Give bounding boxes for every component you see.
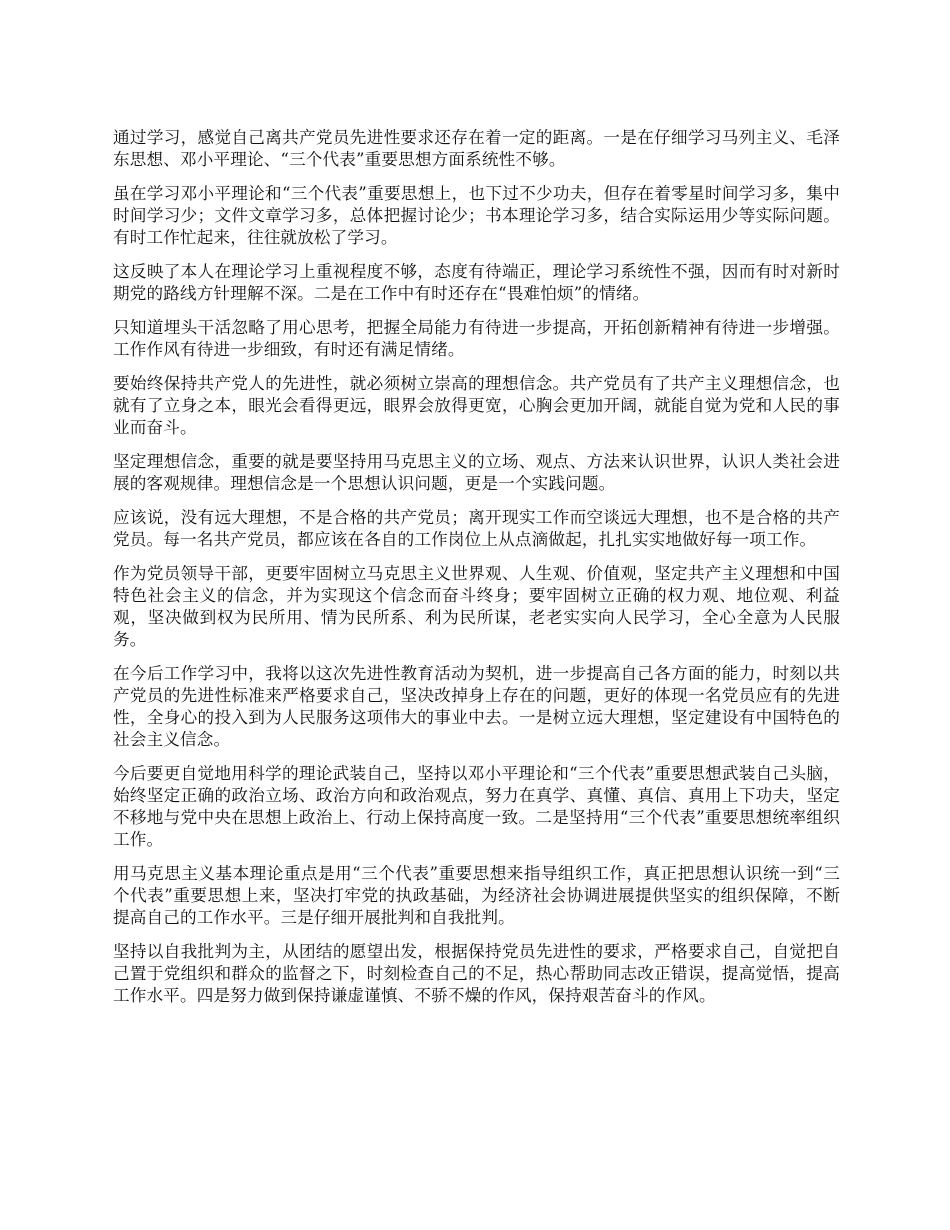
paragraph-3: 这反映了本人在理论学习上重视程度不够，态度有待端正，理论学习系统性不强，因而有时对新时期党的路线方针理解不深。二是在工作中有时还存在“畏难怕烦”的情绪。 (113, 262, 840, 303)
paragraph-6: 坚定理想信念，重要的就是要坚持用马克思主义的立场、观点、方法来认识世界，认识人类社会进展的客观规律。理想信念是一个思想认识问题，更是一个实践问题。 (113, 452, 840, 493)
paragraph-11: 用马克思主义基本理论重点是用“三个代表”重要思想来指导组织工作，真正把思想认识统一到“三个代表”重要思想上来，坚决打牢党的执政基础，为经济社会协调进展提供坚实的组织保障，不断提高自己的工作水平。三是仔细开展批判和自我批判。 (113, 864, 840, 927)
paragraph-1: 通过学习，感觉自己离共产党员先进性要求还存在着一定的距离。一是在仔细学习马列主义、毛泽东思想、邓小平理论、“三个代表”重要思想方面系统性不够。 (113, 128, 840, 169)
paragraph-12: 坚持以自我批判为主，从团结的愿望出发，根据保持党员先进性的要求，严格要求自己，自觉把自己置于党组织和群众的监督之下，时刻检查自己的不足，热心帮助同志改正错误，提高觉悟，提高工作水平。四是努力做到保持谦虚谨慎、不骄不燥的作风，保持艰苦奋斗的作风。 (113, 942, 840, 1005)
paragraph-2: 虽在学习邓小平理论和“三个代表”重要思想上，也下过不少功夫，但存在着零星时间学习多，集中时间学习少；文件文章学习多，总体把握讨论少；书本理论学习多，结合实际运用少等实际问题。有时工作忙起来，往往就放松了学习。 (113, 184, 840, 247)
paragraph-9: 在今后工作学习中，我将以这次先进性教育活动为契机，进一步提高自己各方面的能力，时刻以共产党员的先进性标准来严格要求自己，坚决改掉身上存在的问题，更好的体现一名党员应有的先进性，全身心的投入到为人民服务这项伟大的事业中去。一是树立远大理想，坚定建设有中国特色的社会主义信念。 (113, 664, 840, 749)
paragraph-4: 只知道埋头干活忽略了用心思考，把握全局能力有待进一步提高，开拓创新精神有待进一步增强。工作作风有待进一步细致，有时还有满足情绪。 (113, 318, 840, 359)
paragraph-5: 要始终保持共产党人的先进性，就必须树立崇高的理想信念。共产党员有了共产主义理想信念，也就有了立身之本，眼光会看得更远，眼界会放得更宽，心胸会更加开阔，就能自觉为党和人民的事业而奋斗。 (113, 374, 840, 437)
paragraph-7: 应该说，没有远大理想，不是合格的共产党员；离开现实工作而空谈远大理想，也不是合格的共产党员。每一名共产党员，都应该在各自的工作岗位上从点滴做起，扎扎实实地做好每一项工作。 (113, 508, 840, 549)
paragraph-8: 作为党员领导干部，更要牢固树立马克思主义世界观、人生观、价值观，坚定共产主义理想和中国特色社会主义的信念，并为实现这个信念而奋斗终身；要牢固树立正确的权力观、地位观、利益观，坚决做到权为民所用、情为民所系、利为民所谋，老老实实向人民学习，全心全意为人民服务。 (113, 564, 840, 649)
paragraph-10: 今后要更自觉地用科学的理论武装自己，坚持以邓小平理论和“三个代表”重要思想武装自己头脑，始终坚定正确的政治立场、政治方向和政治观点，努力在真学、真懂、真信、真用上下功夫，坚定不移地与党中央在思想上政治上、行动上保持高度一致。二是坚持用“三个代表”重要思想统率组织工作。 (113, 764, 840, 849)
document-body (113, 127, 840, 1019)
